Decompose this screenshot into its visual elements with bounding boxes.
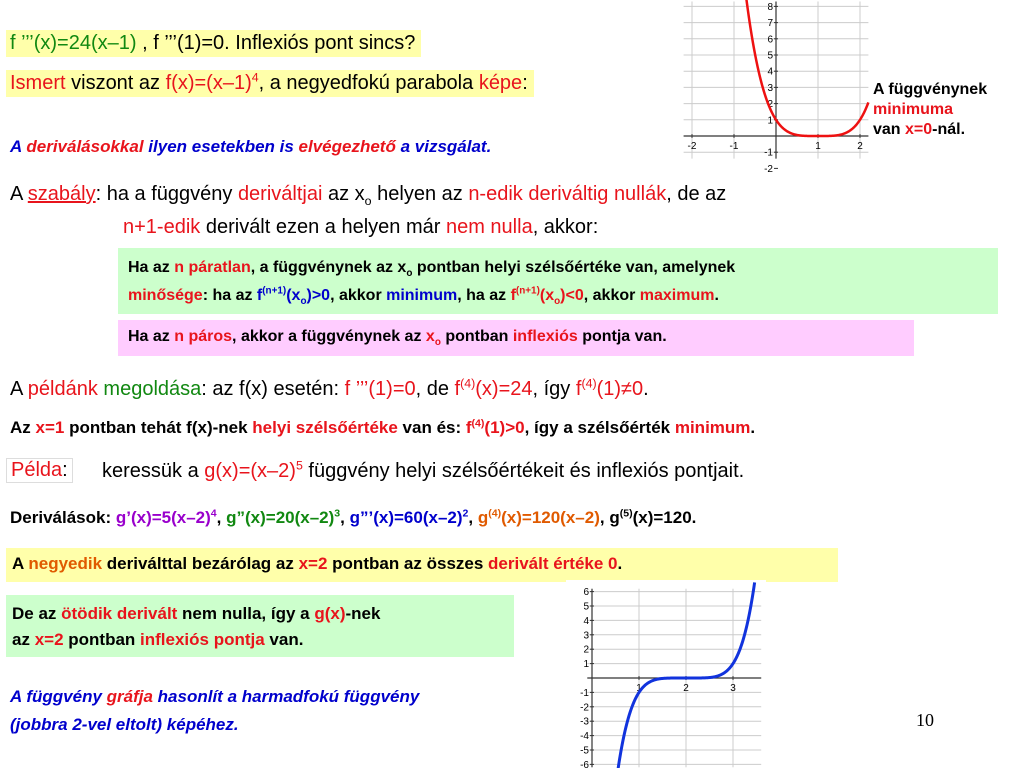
y-tick-label: 4 (767, 66, 773, 78)
example-solution-line: A példánk megoldása: az f(x) esetén: f ’’’(1)=0, de $f^{(4)}(x)=24$, így $f^{(4)}(1)\ne 0$. (10, 376, 649, 400)
x-tick-label: 1 (815, 141, 821, 152)
x-tick-label: 1 (636, 683, 642, 694)
y-tick-label: 4 (583, 615, 589, 627)
y-tick-label: -1 (764, 147, 773, 159)
y-tick-label: 7 (767, 18, 773, 30)
box-n-even: Ha az n páros, akkor a függvénynek az $x_o$ pontban inflexiós pontja van. (118, 320, 914, 356)
y-tick-label: -1 (580, 687, 589, 699)
graph-quartic (678, 0, 870, 175)
y-tick-label: 3 (767, 82, 773, 94)
x-tick-label: 3 (730, 683, 736, 694)
final-note: A függvény gráfja hasonlít a harmadfokú függvény (jobbra 2-vel eltolt) képéhez. (10, 687, 420, 734)
y-tick-label: -2 (580, 702, 589, 714)
box-fourth-derivative: A negyedik deriválttal bezárólag az x=2 pontban az összes derivált értéke 0. (6, 548, 838, 582)
derivatives-line: Deriválások: $g’(x)=5(x-2)^4$, $g”(x)=20(x-2)^3$, $g”’(x)=60(x-2)^2$, $g^{(4)}(x)=120(x-2)$, $g^{(5)}(x)=120$. (10, 507, 697, 527)
rule-line-1: A szabály: ha a függvény deriváltjai az $x_o$ helyen az n-edik deriváltig nullák, de az (10, 183, 727, 208)
line-third-derivative: f ’’’(x)=24(x–1) , f ’’’(1)=0. Inflexiós pont sincs? (6, 30, 421, 57)
y-tick-label: -6 (580, 759, 589, 768)
y-tick-label: 1 (583, 659, 589, 671)
y-tick-label: -3 (580, 716, 589, 728)
x-tick-label: -1 (729, 141, 739, 152)
y-tick-label: 1 (767, 115, 773, 127)
y-tick-label: 8 (767, 1, 773, 13)
y-tick-label: 3 (583, 630, 589, 642)
y-tick-label: -5 (580, 745, 589, 757)
x-tick-label: 2 (683, 683, 689, 694)
line-derivation-method: A deriválásokkal ilyen esetekben is elvégezhető a vizsgálat. (10, 137, 492, 156)
x-tick-label: 2 (857, 141, 863, 152)
third-derivative-formula: f ’’’(x)=24(x–1) (10, 32, 137, 54)
y-tick-label: 5 (583, 601, 589, 613)
y-tick-label: 6 (767, 34, 773, 46)
example-task: keressük a $g(x)=(x-2)^5$ függvény helyi szélsőértékeit és inflexiós pontjait. (102, 458, 745, 482)
x-tick-label: -2 (687, 141, 697, 152)
example-label: Példa: (6, 458, 73, 483)
y-tick-label: 2 (583, 644, 589, 656)
graph-quintic (566, 580, 766, 768)
y-tick-label: 6 (583, 587, 589, 599)
box-n-odd: Ha az n páratlan, a függvénynek az $x_o$ pontban helyi szélsőértéke van, amelynek minősége: ha az $f^{(n+1)}(x_o)>0$, akkor minimum, ha az $f^{(n+1)}(x_o)<0$, akkor maximum. (118, 248, 998, 314)
box-fifth-derivative: De az ötödik derivált nem nulla, így a g(x)-nek az x=2 pontban inflexiós pontja van. (6, 595, 514, 657)
line-known-parabola: Ismert viszont az $f(x)=(x-1)^4$, a negyedfokú parabola képe: (6, 70, 534, 97)
y-tick-label: 5 (767, 50, 773, 62)
rule-line-2: n+1-edik derivált ezen a helyen már nem nulla, akkor: (123, 216, 599, 238)
graph-quintic-bg (566, 580, 766, 768)
y-tick-label: -2 (764, 163, 773, 175)
conclusion-line: Az x=1 pontban tehát f(x)-nek helyi szélsőértéke van és: $f^{(4)}(1)>0$, így a szélsőérték minimum. (10, 417, 756, 437)
y-tick-label: -4 (580, 731, 589, 743)
y-tick-label: 2 (767, 99, 773, 111)
page-number: 10 (916, 710, 934, 730)
graph-quartic-bg (678, 0, 870, 162)
side-note-minimum: A függvénynek minimuma van x=0-nál. (873, 81, 988, 138)
